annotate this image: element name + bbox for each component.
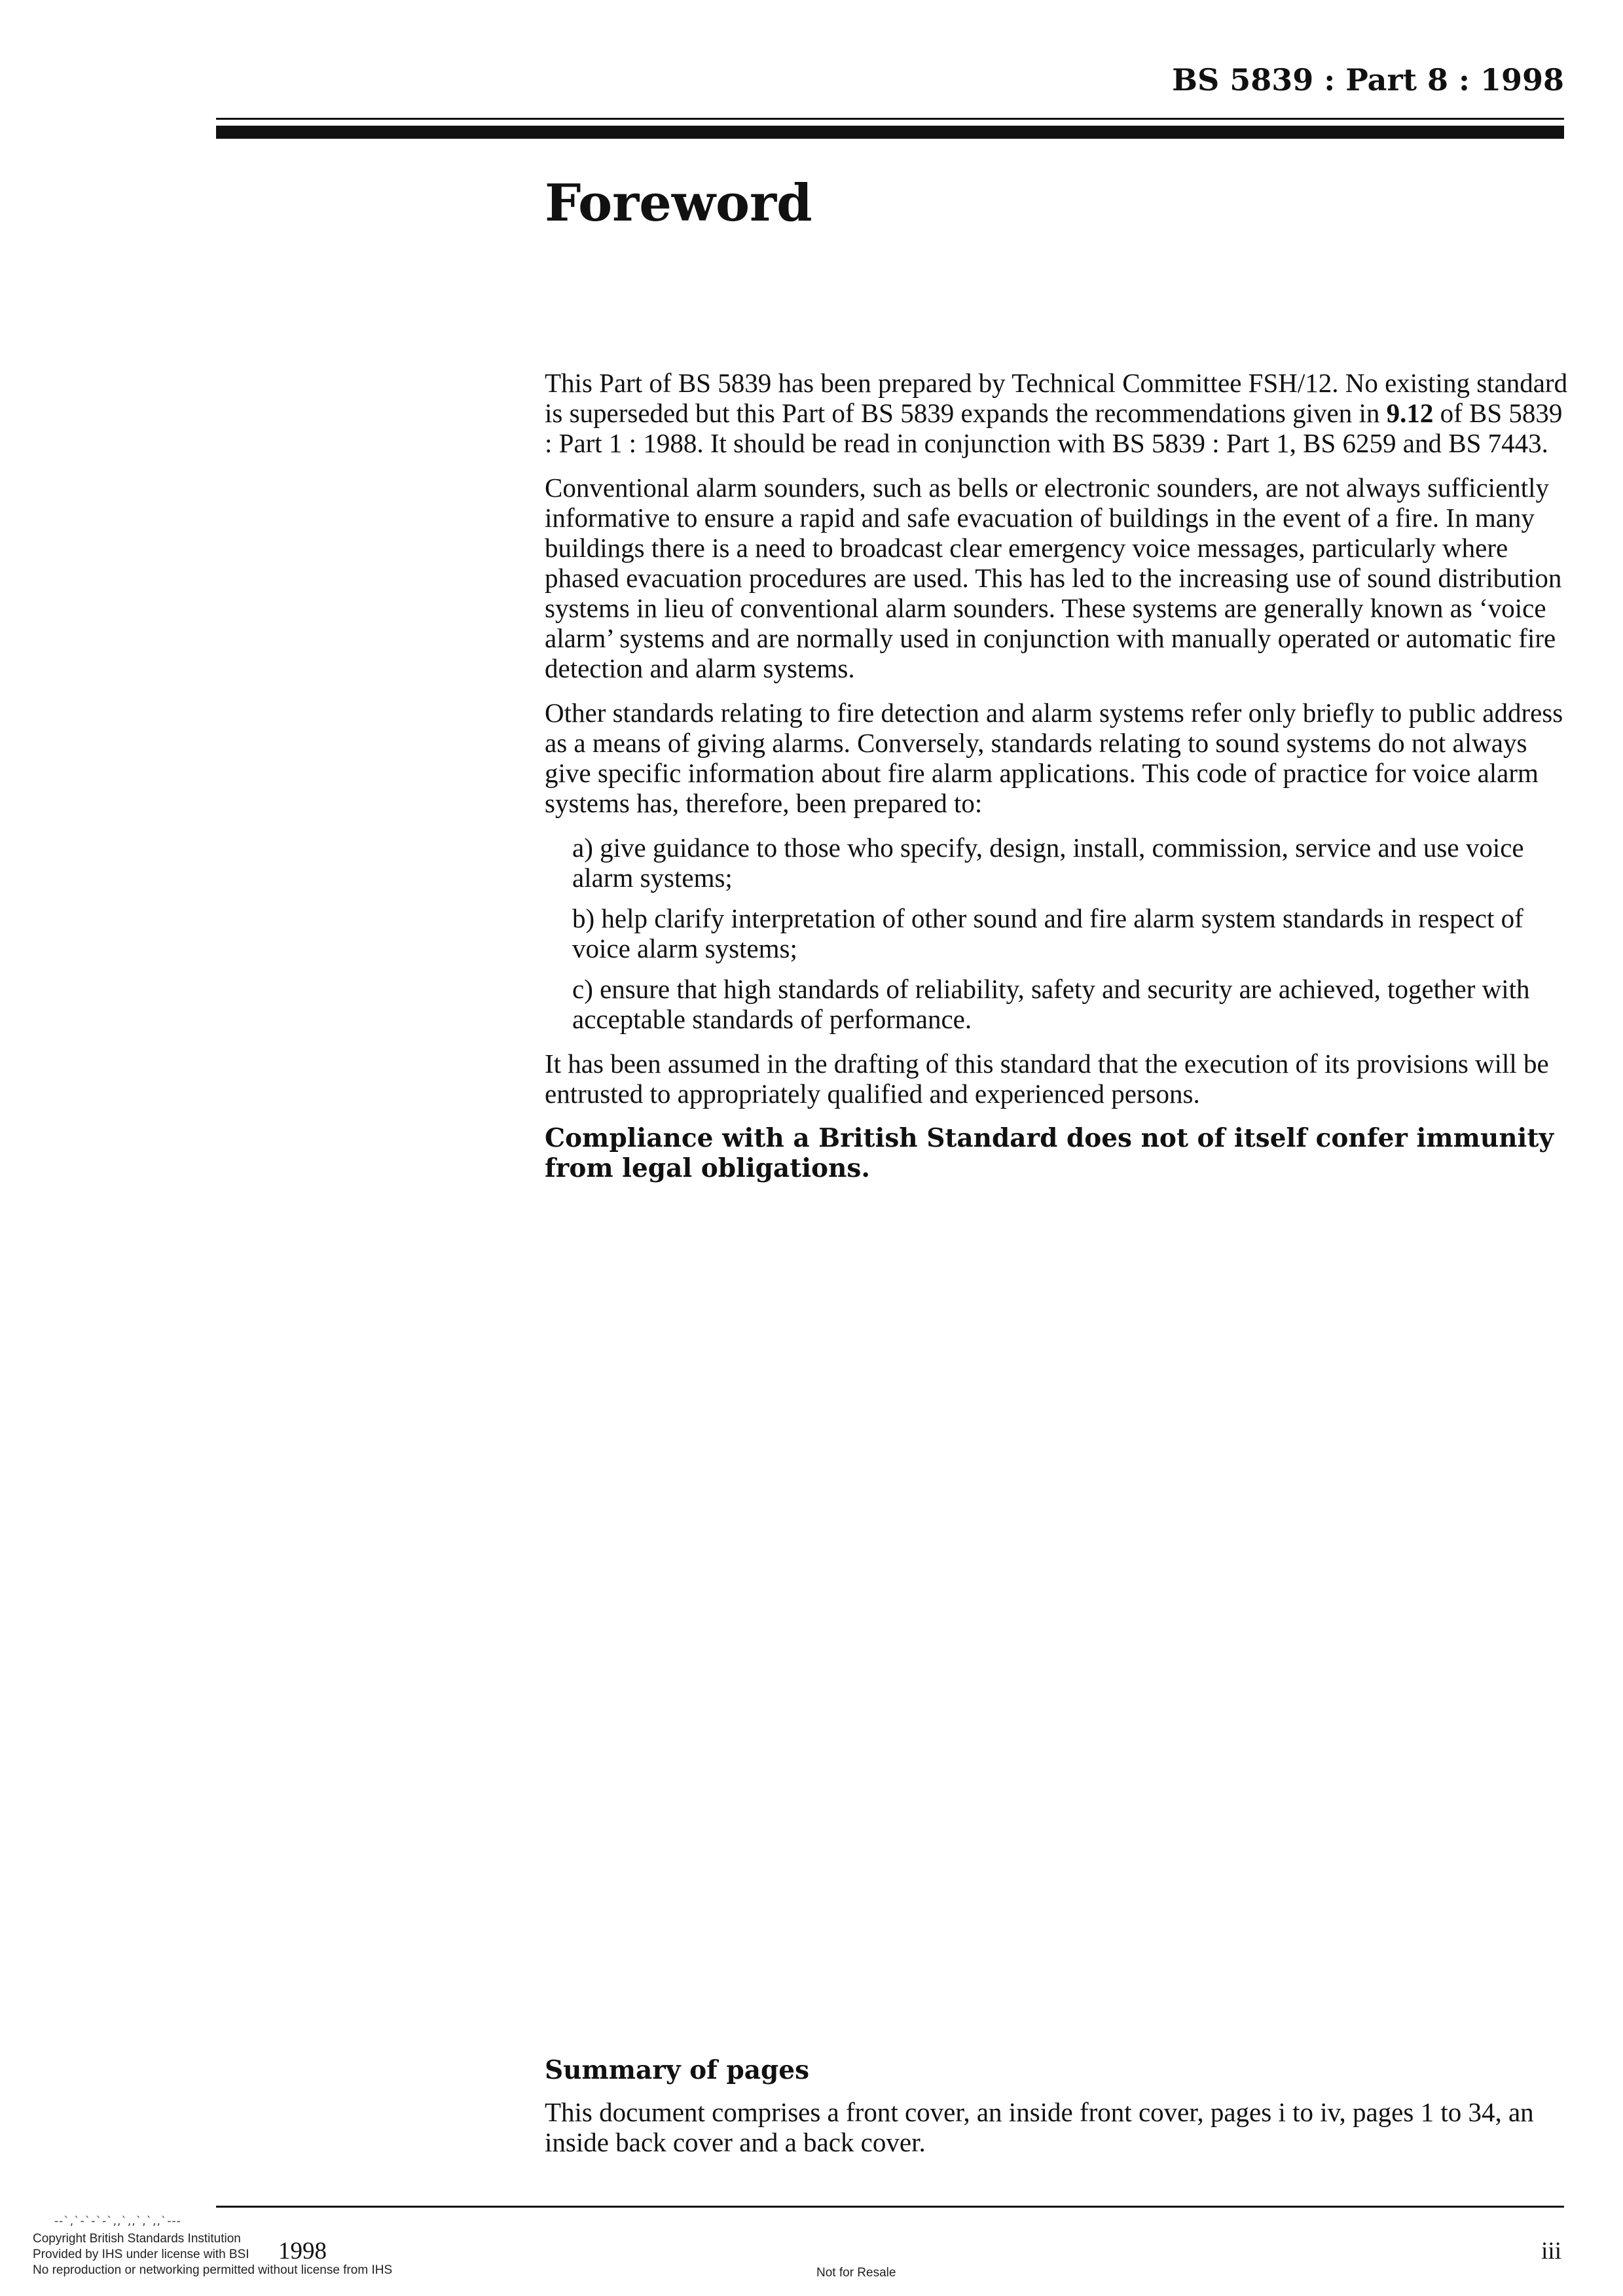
header-thin-rule: [216, 118, 1564, 120]
list-item: a) give guidance to those who specify, design, install, commission, service and use voice alarm systems;: [572, 833, 1524, 893]
footer-resale-notice: Not for Resale: [816, 2266, 896, 2280]
compliance-notice: Compliance with a British Standard does not of itself confer immunity from legal obligations.: [545, 1123, 1554, 1183]
clause-reference: 9.12: [1386, 398, 1434, 428]
list-item: c) ensure that high standards of reliability, safety and security are achieved, together with acceptable standards of performance.: [572, 974, 1530, 1034]
header-thick-rule: [216, 126, 1564, 139]
copyright-line: Copyright British Standards Institution: [33, 2232, 241, 2246]
foreword-paragraph-4: It has been assumed in the drafting of this standard that the execution of its provisions will be entrusted to appropriately qualified and experienced persons.: [545, 1049, 1549, 1109]
foreword-heading: Foreword: [545, 173, 812, 233]
paragraph-1-text-after: of BS 5839 : Part 1 : 1988. It should be read in conjunction with BS 5839 : Part 1, BS 6259 and BS 7443.: [545, 398, 1563, 458]
foreword-paragraph-2: Conventional alarm sounders, such as bells or electronic sounders, are not always sufficiently informative to ensure a rapid and safe evacuation of buildings in the event of a fire. In many buildings there is a need to broadcast clear emergency voice messages, particularly where phased evacuation procedures are used. This has led to the increasing use of sound distribution systems in lieu of conventional alarm sounders. These systems are generally known as ‘voice alarm’ systems and are normally used in conjunction with manually operated or automatic fire detection and alarm systems.: [545, 473, 1562, 683]
paragraph-1-text-before: This Part of BS 5839 has been prepared by Technical Committee FSH/12. No existing standard is superseded but this Part of BS 5839 expands the recommendations given in: [545, 368, 1568, 428]
foreword-paragraph-1: [545, 368, 1573, 458]
summary-section: [545, 2055, 1573, 2172]
list-item: b) help clarify interpretation of other sound and fire alarm system standards in respect of voice alarm systems;: [572, 903, 1523, 963]
copyright-line: Provided by IHS under license with BSI: [33, 2248, 249, 2261]
document-header-title: BS 5839 : Part 8 : 1998: [1172, 62, 1564, 98]
summary-text: This document comprises a front cover, an inside front cover, pages i to iv, pages 1 to 34, an inside back cover and a back cover.: [545, 2097, 1534, 2157]
summary-heading: Summary of pages: [545, 2055, 810, 2085]
footer-rule: [216, 2206, 1564, 2208]
footer-license-mark: --`,`-`-`-`,,`,,`,`,,`---: [54, 2215, 181, 2228]
footer-year: 1998: [278, 2238, 327, 2265]
copyright-line: No reproduction or networking permitted without license from IHS: [33, 2263, 393, 2277]
footer-copyright-notice: [33, 2231, 392, 2278]
purpose-list: [545, 833, 1573, 1034]
page-number: iii: [1541, 2238, 1561, 2265]
foreword-paragraph-3: Other standards relating to fire detection and alarm systems refer only briefly to public address as a means of giving alarms. Conversely, standards relating to sound systems do not always give specific information about fire alarm applications. This code of practice for voice alarm systems has, therefore, been prepared to:: [545, 698, 1563, 818]
foreword-body: [545, 368, 1573, 1198]
